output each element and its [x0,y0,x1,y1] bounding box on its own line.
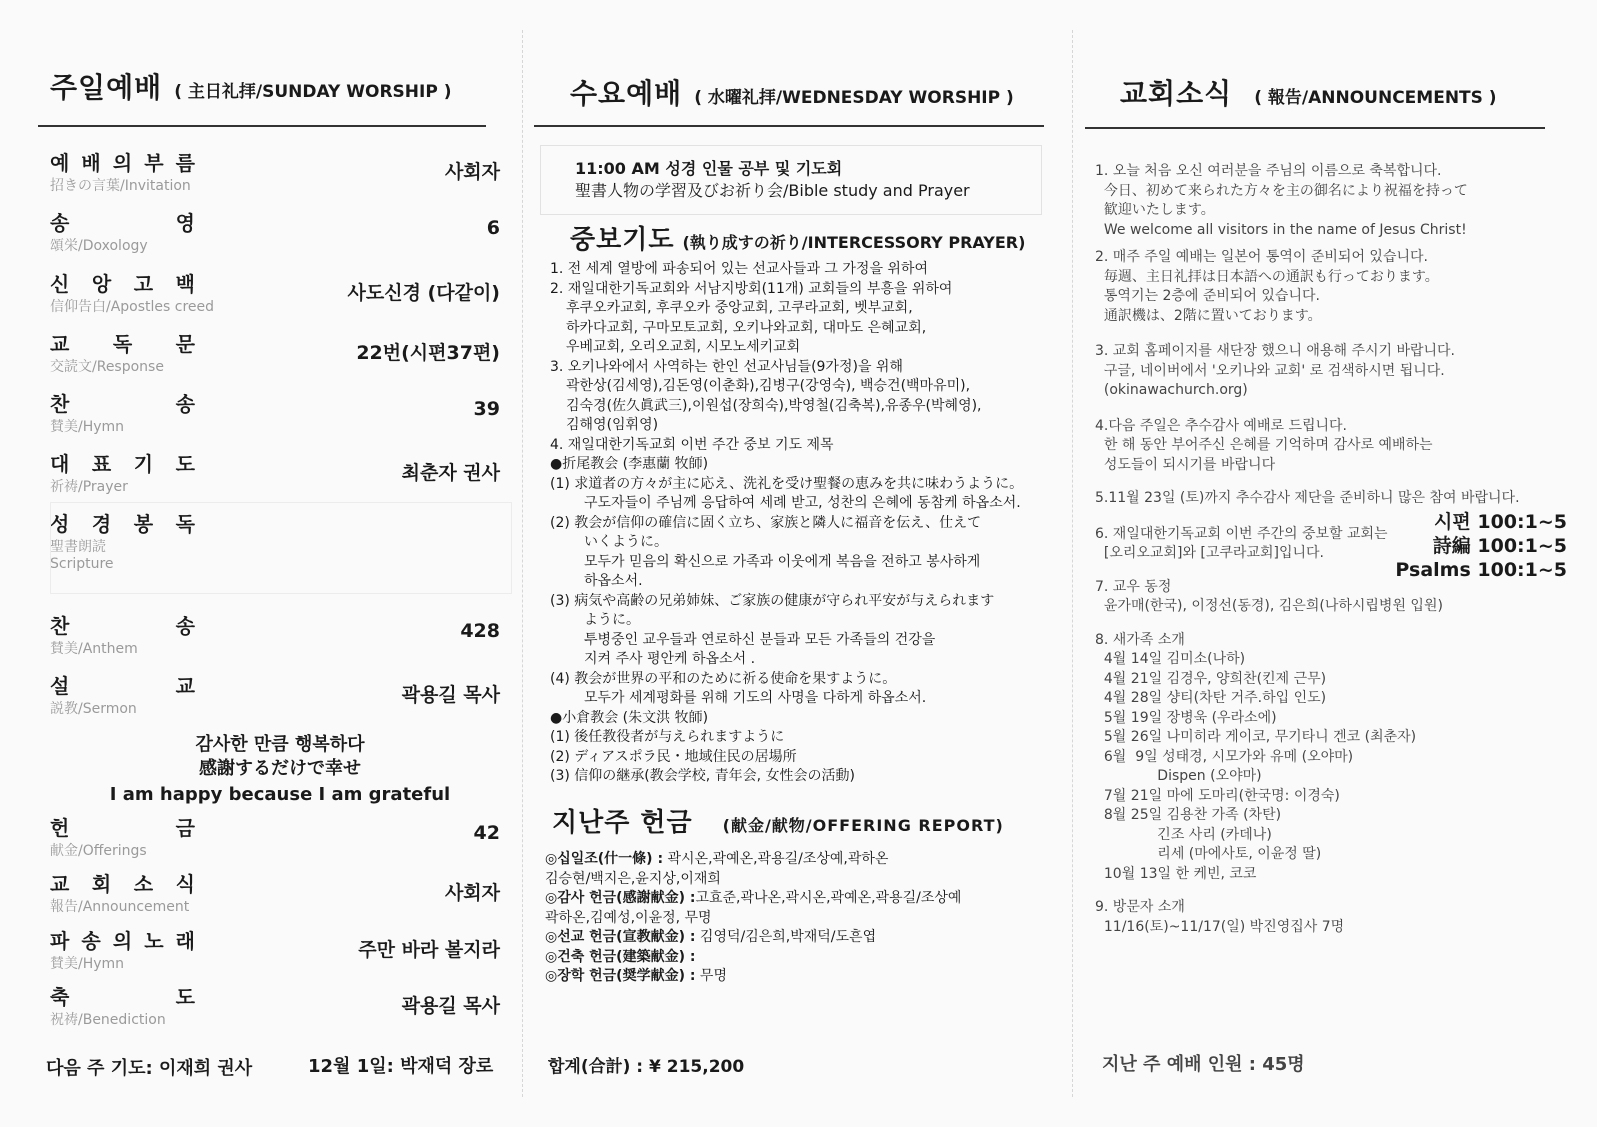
intercessory-list [550,260,1023,787]
wednesday-subtitle: ( 水曜礼拝/WEDNESDAY WORSHIP ) [694,88,1014,108]
prayer-line: 후쿠오카교회, 후쿠오카 중앙교회, 고쿠라교회, 벳부교회, [566,300,913,316]
worship-item-value: 사도신경 (다같이) [347,282,500,304]
worship-item-value: 428 [460,620,500,642]
worship-item [50,328,510,386]
offering-line [545,870,1030,890]
prayer-line: (3) 病気や高齢の兄弟姉妹、ご家族の健康が守られ平安が与えられます [550,592,995,609]
wednesday-title: 수요예배 [570,77,683,110]
prayer-line: 하옵소서. [584,573,643,589]
worship-item-title: 헌 금 [50,816,195,840]
prayer-line: (2) 教会が信仰の確信に固く立ち、家族と隣人に福音を伝え、仕えて [550,514,982,531]
worship-item-subtitle: 頌栄/Doxology [50,238,148,254]
scripture-reference: Psalms 100:1~5 [1395,559,1567,581]
announcement-item [1095,248,1520,326]
announcement-line: 2. 매주 주일 예배는 일본어 통역이 준비되어 있습니다. [1095,249,1428,265]
announcement-line: 리세 (마에사토, 이윤정 딸) [1095,846,1322,862]
worship-item-title: 설 교 [50,674,195,698]
worship-item-value: 42 [473,822,500,844]
offering-label: ◎건축 헌금(建築献金) : [545,948,696,965]
worship-item [50,147,510,205]
announcement-item [1095,162,1520,240]
wednesday-time-ja: 聖書人物の学習及びお祈り会/Bible study and Prayer [575,181,970,200]
prayer-line: (1) 後任教役者が与えられますように [550,729,785,745]
wednesday-rule [534,125,1044,127]
announcements-header [1120,72,1497,112]
sunday-subtitle: ( 主日礼拝/SUNDAY WORSHIP ) [174,82,452,102]
announcement-line: 구글, 네이버에서 '오키나와 교회' 로 검색하시면 됩니다. [1095,362,1445,379]
announcement-item [1095,489,1520,509]
announcements-list [1095,162,1520,937]
announcement-line: 6. 재일대한기독교회 이번 주간의 중보할 교회는 [1095,525,1388,542]
announcement-line: 통역기는 2층에 준비되어 있습니다. [1095,288,1320,304]
prayer-line: 투병중인 교우들과 연로하신 분들과 모든 가족들의 건강을 [584,631,936,648]
announcements-rule [1085,127,1545,129]
announcement-line: 今日、初めて来られた方々を主の御名により祝福を持って [1095,182,1468,199]
motto-en: I am happy because I am grateful [109,784,451,805]
worship-item-title: 신 앙 고 백 [50,272,195,296]
prayer-line: 모두가 세계평화를 위해 기도의 사명을 다하게 하옵소서. [584,690,927,706]
worship-item-subtitle: 祈祷/Prayer [50,479,128,495]
announcement-line: 4.다음 주일은 추수감사 예배로 드립니다. [1095,417,1347,434]
announcement-line: 윤가매(한국), 이정선(동경), 김은희(나하시립병원 입원) [1095,598,1443,614]
worship-item-title: 송 영 [50,211,195,235]
worship-item-subtitle: 献金/Offerings [50,843,147,859]
announcement-line: 10월 13일 한 케빈, 코코 [1095,865,1257,882]
announcement-item [1095,525,1520,564]
announcement-line: 8월 25일 김용찬 가족 (차탄) [1095,807,1282,823]
worship-item-subtitle-en: Scripture [50,556,114,572]
worship-item-title: 예 배 의 부 름 [50,151,195,175]
announcement-line: 歓迎いたします。 [1095,202,1215,218]
worship-item-subtitle: 信仰告白/Apostles creed [50,299,215,315]
announcement-line: 5월 19일 장병욱 (우라소에) [1095,709,1277,726]
announcement-line: (okinawachurch.org) [1095,382,1248,398]
offering-line [545,889,1030,909]
announcement-line: 5.11월 23일 (토)까지 추수감사 제단을 준비하니 많은 참여 바랍니다. [1095,490,1520,506]
worship-item-subtitle: 賛美/Hymn [50,956,125,972]
announcement-line: We welcome all visitors in the name of Jesus Christ! [1095,221,1467,238]
intercessory-header [570,219,1025,256]
worship-item [50,868,510,926]
dec-prayer: 12월 1일: 박재덕 장로 [308,1056,494,1077]
offering-total: 합계(合計) : ¥ 215,200 [548,1057,745,1077]
offering-line [545,909,1030,929]
announcement-line: 9. 방문자 소개 [1095,899,1185,915]
offering-line [545,928,1030,948]
worship-item-title: 찬 송 [50,614,195,638]
worship-item-value: 22번(시편37편) [356,342,500,364]
worship-item-title: 대 표 기 도 [50,452,195,476]
worship-item-value: 곽용길 목사 [401,995,500,1017]
offering-label: ◎선교 헌금(宣教献金) : [545,929,696,945]
worship-item-subtitle: 祝祷/Benediction [50,1012,166,1028]
announcement-line: 6월 9일 성태경, 시모가와 유메 (오야마) [1095,748,1354,765]
prayer-line: 4. 재일대한기독교회 이번 주간 중보 기도 제목 [550,436,834,453]
worship-item-subtitle: 報告/Announcement [50,899,190,915]
worship-item-value: 6 [486,217,500,239]
offering-line [545,850,1030,870]
announcements-subtitle: ( 報告/ANNOUNCEMENTS ) [1254,88,1497,108]
announcement-line: 8. 새가족 소개 [1095,631,1185,648]
motto [50,733,510,807]
prayer-line: 구도자들이 주님께 응답하여 세례 받고, 성찬의 은혜에 동참케 하옵소서. [584,495,1021,511]
worship-item-title: 축 도 [50,985,195,1009]
scripture-reference: 詩編 100:1~5 [1432,535,1567,557]
prayer-line: (1) 求道者の方々が主に応え、洗礼を受け聖餐の恵みを共に味わうように。 [550,475,1024,492]
announcement-line: 毎週、主日礼拝は日本語への通訳も行っております。 [1095,268,1439,285]
wednesday-time: 11:00 AM 성경 인물 공부 및 기도회 [575,159,843,178]
prayer-line: (2) ディアスポラ民・地域住民の居場所 [550,748,797,765]
announcement-line: Dispen (오야마) [1095,768,1262,784]
offering-names: 고효준,곽나온,곽시온,곽예온,곽용길/조상예 [695,890,962,906]
prayer-line: 3. 오키나와에서 사역하는 한인 선교사님들(9가정)을 위해 [550,358,903,375]
offering-names: 무명 [695,968,727,984]
motto-ja: 感謝するだけで幸せ [199,758,361,779]
worship-item-value: 사회자 [444,882,500,904]
worship-item [50,388,510,446]
worship-item [50,610,510,668]
announcement-line: 긴조 사리 (카데나) [1095,826,1272,843]
announcement-line: 4월 28일 샹티(차탄 거주.하입 인도) [1095,690,1327,706]
wednesday-header [570,72,1014,112]
worship-item-subtitle: 賛美/Hymn [50,419,125,435]
announcement-item [1095,578,1520,617]
announcement-line: 5월 26일 나미히라 게이코, 무기타니 겐코 (최춘자) [1095,729,1417,745]
announcement-item [1095,417,1520,476]
intercessory-title: 중보기도 [570,225,675,255]
prayer-line: 모두가 믿음의 확신으로 가족과 이웃에게 복음을 전하고 봉사하게 [584,553,981,570]
prayer-line: (4) 教会が世界の平和のために祈る使命を果すように。 [550,670,897,687]
prayer-line: ●折尾教会 (李惠蘭 牧師) [550,456,709,472]
offering-subtitle: (献金/献物/OFFERING REPORT) [722,816,1004,835]
offering-line [545,948,1030,968]
prayer-line: 곽한상(김세영),김돈영(이춘화),김병구(강영숙), 백승건(백마유미), [566,378,971,394]
prayer-line: (3) 信仰の継承(教会学校, 青年会, 女性会の活動) [550,768,856,784]
worship-item [50,207,510,265]
prayer-line: 2. 재일대한기독교회와 서남지방회(11개) 교회들의 부흥을 위하여 [550,280,953,297]
worship-item-subtitle: 交読文/Response [50,359,164,375]
motto-ko: 감사한 만큼 행복하다 [195,734,365,755]
offering-label: ◎십일조(什一條) : [545,851,664,867]
next-week-prayer: 다음 주 기도: 이재희 권사 [46,1058,253,1079]
worship-item-subtitle: 聖書朗読 [50,539,106,555]
offering-label: ◎장학 헌금(奨学献金) : [545,968,696,984]
prayer-line: 1. 전 세계 열방에 파송되어 있는 선교사들과 그 가정을 위하여 [550,261,928,277]
scripture-box [50,502,512,594]
worship-item [50,812,510,870]
announcement-line: 성도들이 되시기를 바랍니다 [1095,456,1276,473]
prayer-line: ように。 [584,612,640,628]
prayer-line: 지켜 주사 평안케 하옵소서 . [584,651,756,667]
worship-item-title: 파 송 의 노 래 [50,929,195,953]
worship-item-value: 39 [473,398,500,420]
prayer-line: ●小倉教会 (朱文洪 牧師) [550,709,709,726]
worship-item-value: 최춘자 권사 [401,462,500,484]
prayer-line: 김숙경(佐久眞武三),이원섭(장희숙),박영철(김축복),유종우(박혜영), [566,397,982,414]
announcement-line: 11/16(토)~11/17(일) 박진영집사 7명 [1095,918,1345,935]
sunday-title: 주일예배 [50,71,163,104]
worship-item-title: 교 독 문 [50,332,195,356]
worship-item-title: 성 경 봉 독 [50,512,195,536]
scripture-reference: 시편 100:1~5 [1434,511,1567,533]
announcements-title: 교회소식 [1120,77,1233,110]
worship-item [50,925,510,983]
worship-item [50,268,510,326]
offering-names: 곽하온,김예성,이윤정, 무명 [545,909,712,926]
announcement-line: 4월 14일 김미소(나하) [1095,651,1246,667]
worship-item [50,670,510,728]
announcement-line: 7. 교우 동정 [1095,578,1172,595]
worship-item [50,448,510,506]
prayer-line: 하카다교회, 구마모토교회, 오키나와교회, 대마도 은혜교회, [566,319,927,336]
announcement-item [1095,342,1520,401]
sunday-rule [38,125,486,127]
announcement-line: 4월 21일 김경우, 양희찬(킨제 근무) [1095,670,1327,687]
worship-item [50,981,510,1039]
announcement-line: 1. 오늘 처음 오신 여러분을 주님의 이름으로 축복합니다. [1095,163,1442,179]
announcement-item [1095,898,1520,937]
offering-names: 김승현/백지은,윤지상,이재희 [545,870,721,887]
announcement-line: 3. 교회 홈페이지를 새단장 했으니 애용해 주시기 바랍니다. [1095,343,1456,359]
worship-item-value: 사회자 [444,161,500,183]
offering-line [545,967,1030,987]
offering-title: 지난주 헌금 [552,808,693,838]
prayer-line: いくように。 [584,534,668,550]
prayer-line: 우베교회, 오리오교회, 시모노세키교회 [566,339,801,355]
worship-item-title: 찬 송 [50,392,195,416]
offering-list [545,850,1030,987]
intercessory-subtitle: (執り成すの祈り/INTERCESSORY PRAYER) [682,233,1026,252]
announcement-item [1095,631,1520,885]
offering-header [552,802,1004,839]
fold-line-1 [522,30,523,1097]
worship-item-title: 교 회 소 식 [50,872,195,896]
prayer-line: 김해영(임휘영) [566,417,659,433]
sunday-header [50,66,451,106]
announcement-line: 通訳機は、2階に置いております。 [1095,307,1322,324]
announcement-line: 한 해 동안 부어주신 은혜를 기억하며 감사로 예배하는 [1095,437,1433,453]
offering-names: 곽시온,곽예온,곽용길/조상예,곽하온 [663,851,889,867]
announcement-line: 7월 21일 마에 도마리(한국명: 이경숙) [1095,787,1340,804]
offering-label: ◎감사 헌금(感謝献金) : [545,890,696,906]
worship-item-value: 주만 바라 볼지라 [358,939,500,961]
worship-item-subtitle: 招きの言葉/Invitation [50,178,191,194]
worship-item-value: 곽용길 목사 [401,684,500,706]
worship-item-subtitle: 賛美/Anthem [50,641,138,657]
worship-item-subtitle: 説教/Sermon [50,701,137,717]
announcement-line: [오리오교회]와 [고쿠라교회]입니다. [1095,545,1324,561]
fold-line-2 [1072,30,1073,1097]
attendance: 지난 주 예배 인원 : 45명 [1102,1054,1305,1075]
offering-names: 김영덕/김은희,박재덕/도흔엽 [695,929,877,945]
